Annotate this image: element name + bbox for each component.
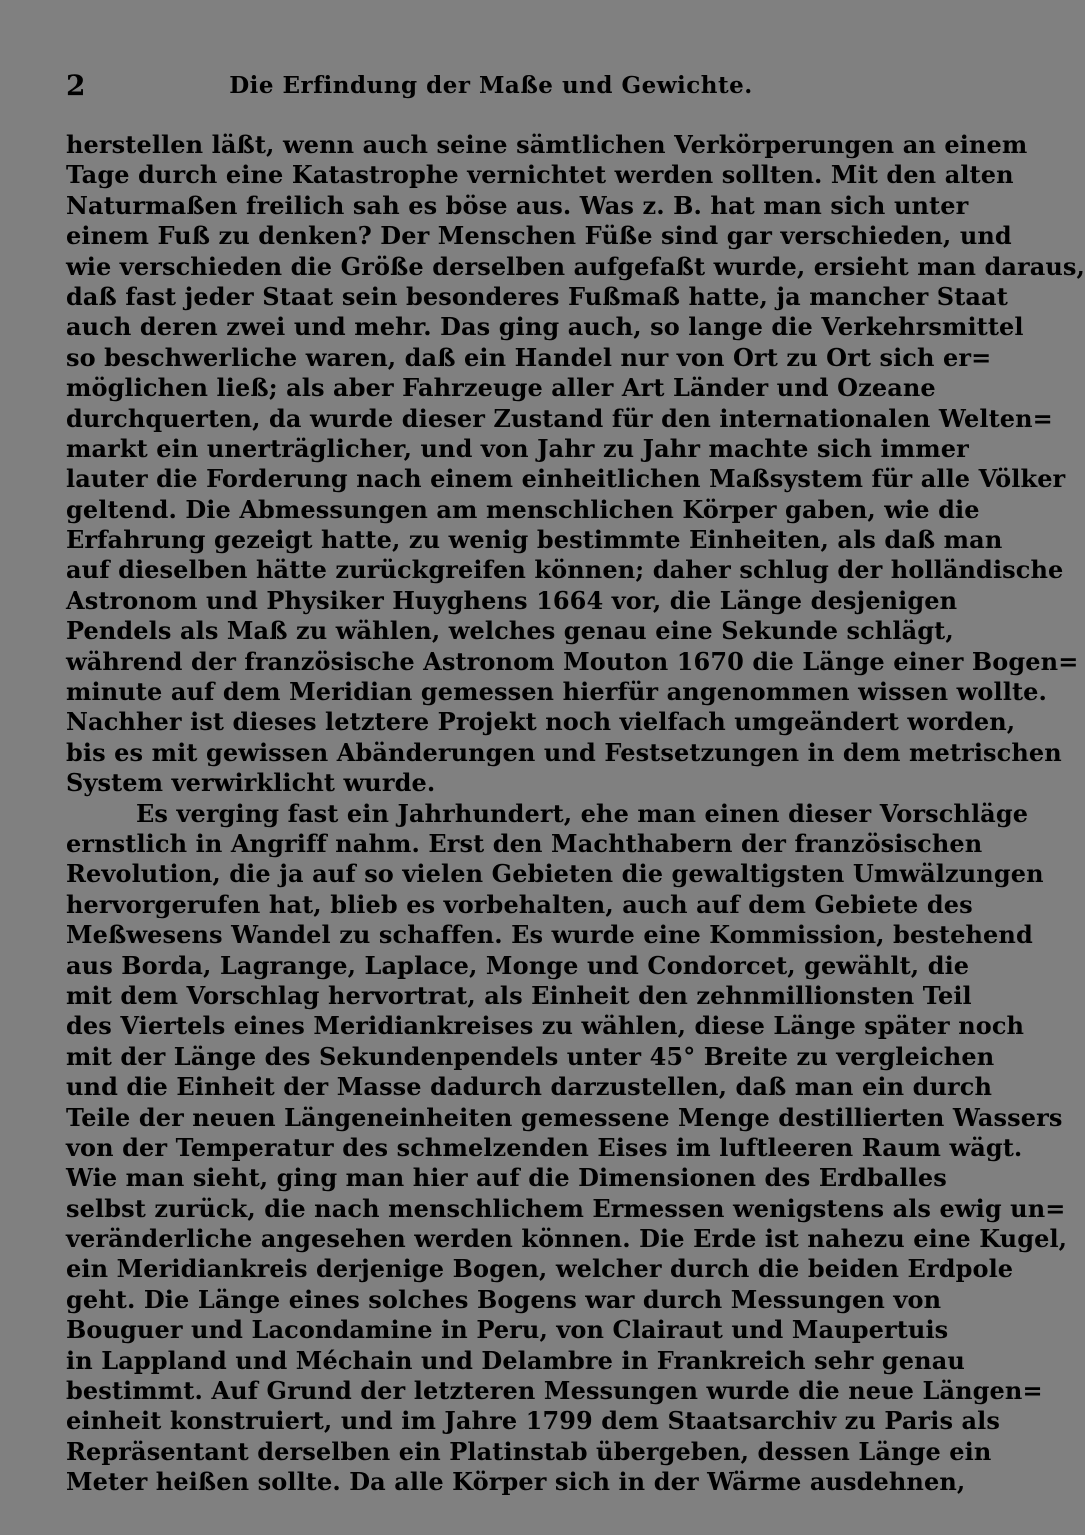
text-line: durchquerten, da wurde dieser Zustand für den internationalen Welten= (66, 403, 1053, 433)
text-line: mit dem Vorschlag hervortrat, als Einheit den zehnmillionsten Teil (66, 980, 972, 1010)
text-line: Astronom und Physiker Huyghens 1664 vor, die Länge desjenigen (66, 585, 958, 615)
text-line: hervorgerufen hat, blieb es vorbehalten, auch auf dem Gebiete des (66, 889, 973, 919)
running-head: Die Erfindung der Maße und Gewichte. (229, 72, 753, 99)
text-line: aus Borda, Lagrange, Laplace, Monge und Condorcet, gewählt, die (66, 950, 970, 980)
text-line: Bouguer und Lacondamine in Peru, von Clairaut und Maupertuis (66, 1315, 949, 1345)
text-line: lauter die Forderung nach einem einheitlichen Maßsystem für alle Völker (66, 464, 1066, 494)
page-header (66, 68, 916, 104)
text-line: daß fast jeder Staat sein besonderes Fußmaß hatte, ja mancher Staat (66, 281, 1008, 311)
text-line: Revolution, die ja auf so vielen Gebieten die gewaltigsten Umwälzungen (66, 859, 1044, 889)
text-line: Repräsentant derselben ein Platinstab übergeben, dessen Länge ein (66, 1436, 992, 1466)
body-text (66, 130, 1085, 1498)
text-line: bis es mit gewissen Abänderungen und Festsetzungen in dem metrischen (66, 737, 1062, 767)
page-number: 2 (66, 69, 86, 102)
text-line: möglichen ließ; als aber Fahrzeuge aller Art Länder und Ozeane (66, 373, 936, 403)
text-line: und die Einheit der Masse dadurch darzustellen, daß man ein durch (66, 1072, 993, 1102)
text-line: veränderliche angesehen werden können. Die Erde ist nahezu eine Kugel, (66, 1224, 1068, 1254)
text-line: Meter heißen sollte. Da alle Körper sich in der Wärme ausdehnen, (66, 1467, 966, 1497)
text-line: minute auf dem Meridian gemessen hierfür angenommen wissen wollte. (66, 677, 1047, 707)
text-line: Nachher ist dieses letztere Projekt noch vielfach umgeändert worden, (66, 707, 1016, 737)
text-line: Erfahrung gezeigt hatte, zu wenig bestimmte Einheiten, als daß man (66, 525, 1003, 555)
text-line: des Viertels eines Meridiankreises zu wählen, diese Länge später noch (66, 1011, 1025, 1041)
text-line: Meßwesens Wandel zu schaffen. Es wurde eine Kommission, bestehend (66, 920, 1033, 950)
text-line: Teile der neuen Längeneinheiten gemessene Menge destillierten Wassers (66, 1102, 1063, 1132)
text-line: mit der Länge des Sekundenpendels unter 45° Breite zu vergleichen (66, 1041, 995, 1071)
text-line: markt ein unerträglicher, und von Jahr zu Jahr machte sich immer (66, 433, 969, 463)
text-line: geht. Die Länge eines solches Bogens war durch Messungen von (66, 1284, 942, 1314)
text-line: während der französische Astronom Mouton 1670 die Länge einer Bogen= (66, 646, 1079, 676)
text-line: Wie man sieht, ging man hier auf die Dimensionen des Erdballes (66, 1163, 947, 1193)
text-line: Es verging fast ein Jahrhundert, ehe man einen dieser Vorschläge (136, 798, 1029, 828)
text-line: auf dieselben hätte zurückgreifen können; daher schlug der holländische (66, 555, 1064, 585)
text-line: ein Meridiankreis derjenige Bogen, welcher durch die beiden Erdpole (66, 1254, 1014, 1284)
text-line: herstellen läßt, wenn auch seine sämtlichen Verkörperungen an einem (66, 130, 1028, 159)
text-line: System verwirklicht wurde. (66, 768, 436, 798)
text-line: ernstlich in Angriff nahm. Erst den Machthabern der französischen (66, 828, 983, 858)
text-line: Tage durch eine Katastrophe vernichtet werden sollten. Mit den alten (66, 160, 1014, 190)
text-line: wie verschieden die Größe derselben aufgefaßt wurde, ersieht man daraus, (66, 251, 1085, 281)
text-line: auch deren zwei und mehr. Das ging auch, so lange die Verkehrsmittel (66, 312, 1024, 342)
text-line: Naturmaßen freilich sah es böse aus. Was z. B. hat man sich unter (66, 190, 969, 220)
text-line: geltend. Die Abmessungen am menschlichen Körper gaben, wie die (66, 494, 980, 524)
text-line: bestimmt. Auf Grund der letzteren Messungen wurde die neue Längen= (66, 1376, 1043, 1406)
text-line: von der Temperatur des schmelzenden Eises im luftleeren Raum wägt. (66, 1132, 1023, 1162)
text-line: einem Fuß zu denken? Der Menschen Füße sind gar verschieden, und (66, 221, 1012, 251)
text-line: in Lappland und Méchain und Delambre in Frankreich sehr genau (66, 1345, 965, 1375)
text-line: einheit konstruiert, und im Jahre 1799 dem Staatsarchiv zu Paris als (66, 1406, 1000, 1436)
text-line: selbst zurück, die nach menschlichem Ermessen wenigstens als ewig un= (66, 1193, 1066, 1223)
text-line: so beschwerliche waren, daß ein Handel nur von Ort zu Ort sich er= (66, 342, 992, 372)
text-line: Pendels als Maß zu wählen, welches genau eine Sekunde schlägt, (66, 616, 954, 646)
